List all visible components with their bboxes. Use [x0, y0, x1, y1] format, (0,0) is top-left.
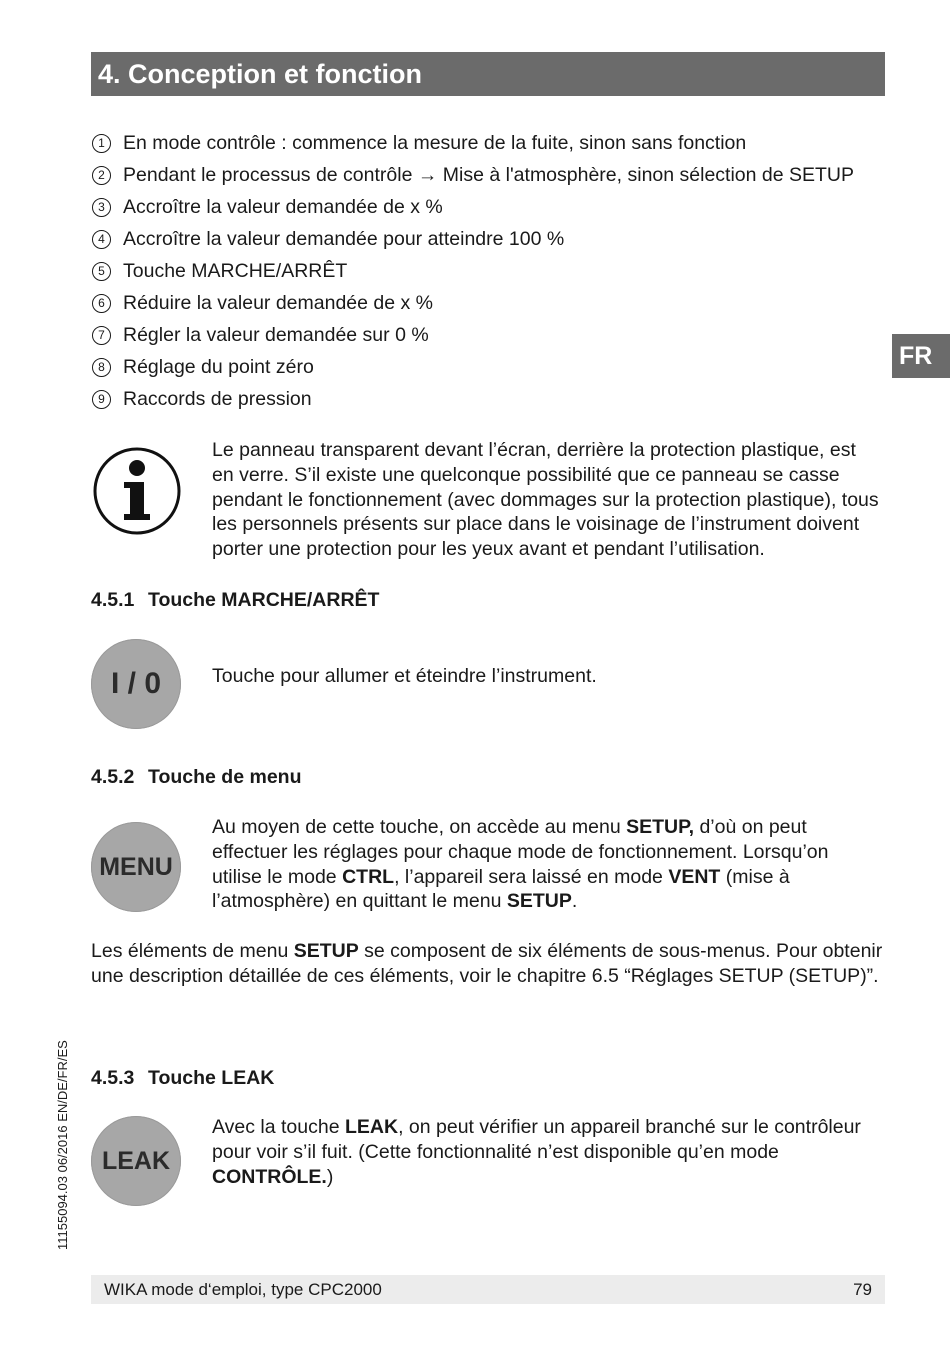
section-heading-4-5-1	[91, 589, 379, 612]
on-off-key-icon: I / 0	[91, 639, 181, 729]
legend-item	[91, 127, 891, 159]
legend-text: Réduire la valeur demandée de x %	[123, 292, 434, 314]
legend-item	[91, 223, 891, 255]
leak-key-description: Avec la touche LEAK, on peut vérifier un appareil branché sur le contrôleur pour voir s’il fuit. (Cette fonctionnalité n’est disponible qu’en mode CONTRÔLE.)	[212, 1116, 861, 1188]
legend-item	[91, 191, 891, 223]
footer-title: WIKA mode d‘emploi, type CPC2000	[104, 1280, 382, 1299]
page-number: 79	[853, 1280, 872, 1299]
legend-text: Réglage du point zéro	[123, 356, 314, 378]
legend-item	[91, 383, 891, 415]
setup-menu-paragraph: Les éléments de menu SETUP se composent de six éléments de sous-menus. Pour obtenir une description détaillée de ces éléments, voir le chapitre 6.5 “Réglages SETUP (SETUP)”.	[91, 940, 883, 987]
section-title: Touche MARCHE/ARRÊT	[148, 589, 380, 611]
legend-item	[91, 351, 891, 383]
on-off-key-description: Touche pour allumer et éteindre l’instrument.	[212, 665, 597, 687]
circled-number: 1	[92, 134, 111, 153]
circled-number: 5	[92, 262, 111, 281]
section-heading-4-5-3	[91, 1067, 274, 1090]
circled-number: 4	[92, 230, 111, 249]
legend-list	[91, 127, 891, 415]
legend-item	[91, 319, 891, 351]
legend-item	[91, 159, 891, 191]
chapter-title: 4. Conception et fonction	[91, 52, 885, 96]
leak-key-icon: LEAK	[91, 1116, 181, 1206]
legend-text: Accroître la valeur demandée de x %	[123, 196, 443, 218]
legend-item	[91, 255, 891, 287]
legend-text: Raccords de pression	[123, 388, 312, 410]
section-heading-4-5-2	[91, 766, 302, 789]
section-title: Touche de menu	[148, 766, 302, 788]
legend-text: Touche MARCHE/ARRÊT	[123, 260, 348, 282]
circled-number: 9	[92, 390, 111, 409]
circled-number: 7	[92, 326, 111, 345]
safety-note: Le panneau transparent devant l’écran, derrière la protection plastique, est en verre. S’il existe une quelconque possibilité que ce panneau se casse pendant le fonctionnement (avec dommages sur la protection plastique), tous les personnels présents sur place dans le voisinage de l’instrument doivent porter une protection pour les yeux avant et pendant l’utilisation.	[212, 439, 879, 561]
circled-number: 2	[92, 166, 111, 185]
section-number: 4.5.3	[91, 1067, 135, 1089]
menu-key-icon: MENU	[91, 822, 181, 912]
section-number: 4.5.2	[91, 766, 135, 788]
language-tab: FR	[892, 334, 950, 378]
legend-text: Pendant le processus de contrôle → Mise à l'atmosphère, sinon sélection de SETUP	[123, 164, 855, 186]
circled-number: 8	[92, 358, 111, 377]
section-title: Touche LEAK	[148, 1067, 275, 1089]
document-code: 11155094.03 06/2016 EN/DE/FR/ES	[55, 1040, 70, 1250]
legend-text: Accroître la valeur demandée pour atteindre 100 %	[123, 228, 565, 250]
circled-number: 6	[92, 294, 111, 313]
menu-key-description: Au moyen de cette touche, on accède au menu SETUP, d’où on peut effectuer les réglages pour chaque mode de fonctionnement. Lorsqu’on utilise le mode CTRL, l’appareil sera laissé en mode VENT (mise à l’atmosphère) en quittant le menu SETUP.	[212, 816, 829, 913]
info-icon	[92, 446, 182, 541]
legend-item	[91, 287, 891, 319]
circled-number: 3	[92, 198, 111, 217]
legend-text: Régler la valeur demandée sur 0 %	[123, 324, 429, 346]
page-footer	[91, 1275, 885, 1304]
legend-text: En mode contrôle : commence la mesure de la fuite, sinon sans fonction	[123, 132, 747, 154]
section-number: 4.5.1	[91, 589, 135, 611]
